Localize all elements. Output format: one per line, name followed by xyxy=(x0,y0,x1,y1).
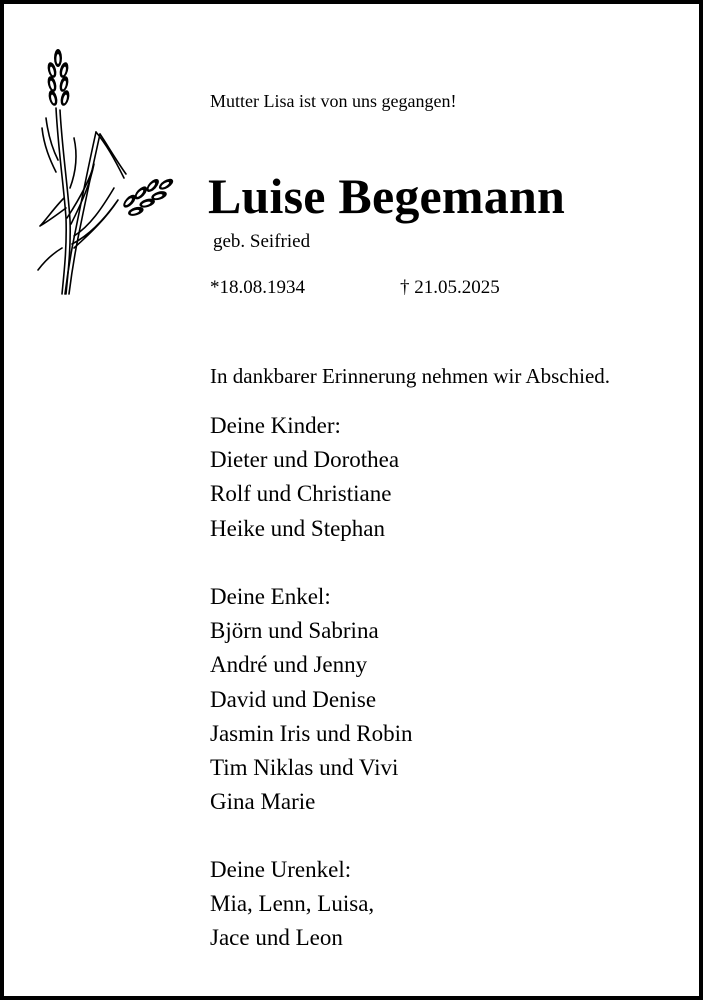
group-heading: Deine Enkel: xyxy=(210,584,331,609)
children-group xyxy=(210,409,399,546)
group-heading: Deine Urenkel: xyxy=(210,857,352,882)
group-heading: Deine Kinder: xyxy=(210,413,341,438)
list-item: David und Denise xyxy=(210,686,377,712)
list-item: André und Jenny xyxy=(210,652,368,678)
intro-line: Mutter Lisa ist von uns gegangen! xyxy=(210,91,457,111)
list-item: Tim Niklas und Vivi xyxy=(210,755,399,781)
wheat-ears-icon xyxy=(34,48,174,298)
list-item: Rolf und Christiane xyxy=(210,481,392,507)
list-item: Dieter und Dorothea xyxy=(210,447,400,473)
great-grandchildren-group xyxy=(210,853,374,956)
list-item: Björn und Sabrina xyxy=(210,618,379,644)
list-item: Jace und Leon xyxy=(210,925,343,951)
list-item: Mia, Lenn, Luisa, xyxy=(210,891,375,917)
death-date: † 21.05.2025 xyxy=(400,277,500,298)
birth-date: *18.08.1934 xyxy=(210,277,305,298)
list-item: Jasmin Iris und Robin xyxy=(210,720,413,746)
list-item: Gina Marie xyxy=(210,789,316,815)
deceased-name: Luise Begemann xyxy=(208,168,565,224)
maiden-name: geb. Seifried xyxy=(213,231,311,252)
list-item: Heike und Stephan xyxy=(210,515,386,541)
grandchildren-group xyxy=(210,580,413,819)
farewell-line: In dankbarer Erinnerung nehmen wir Abschied. xyxy=(210,364,611,388)
